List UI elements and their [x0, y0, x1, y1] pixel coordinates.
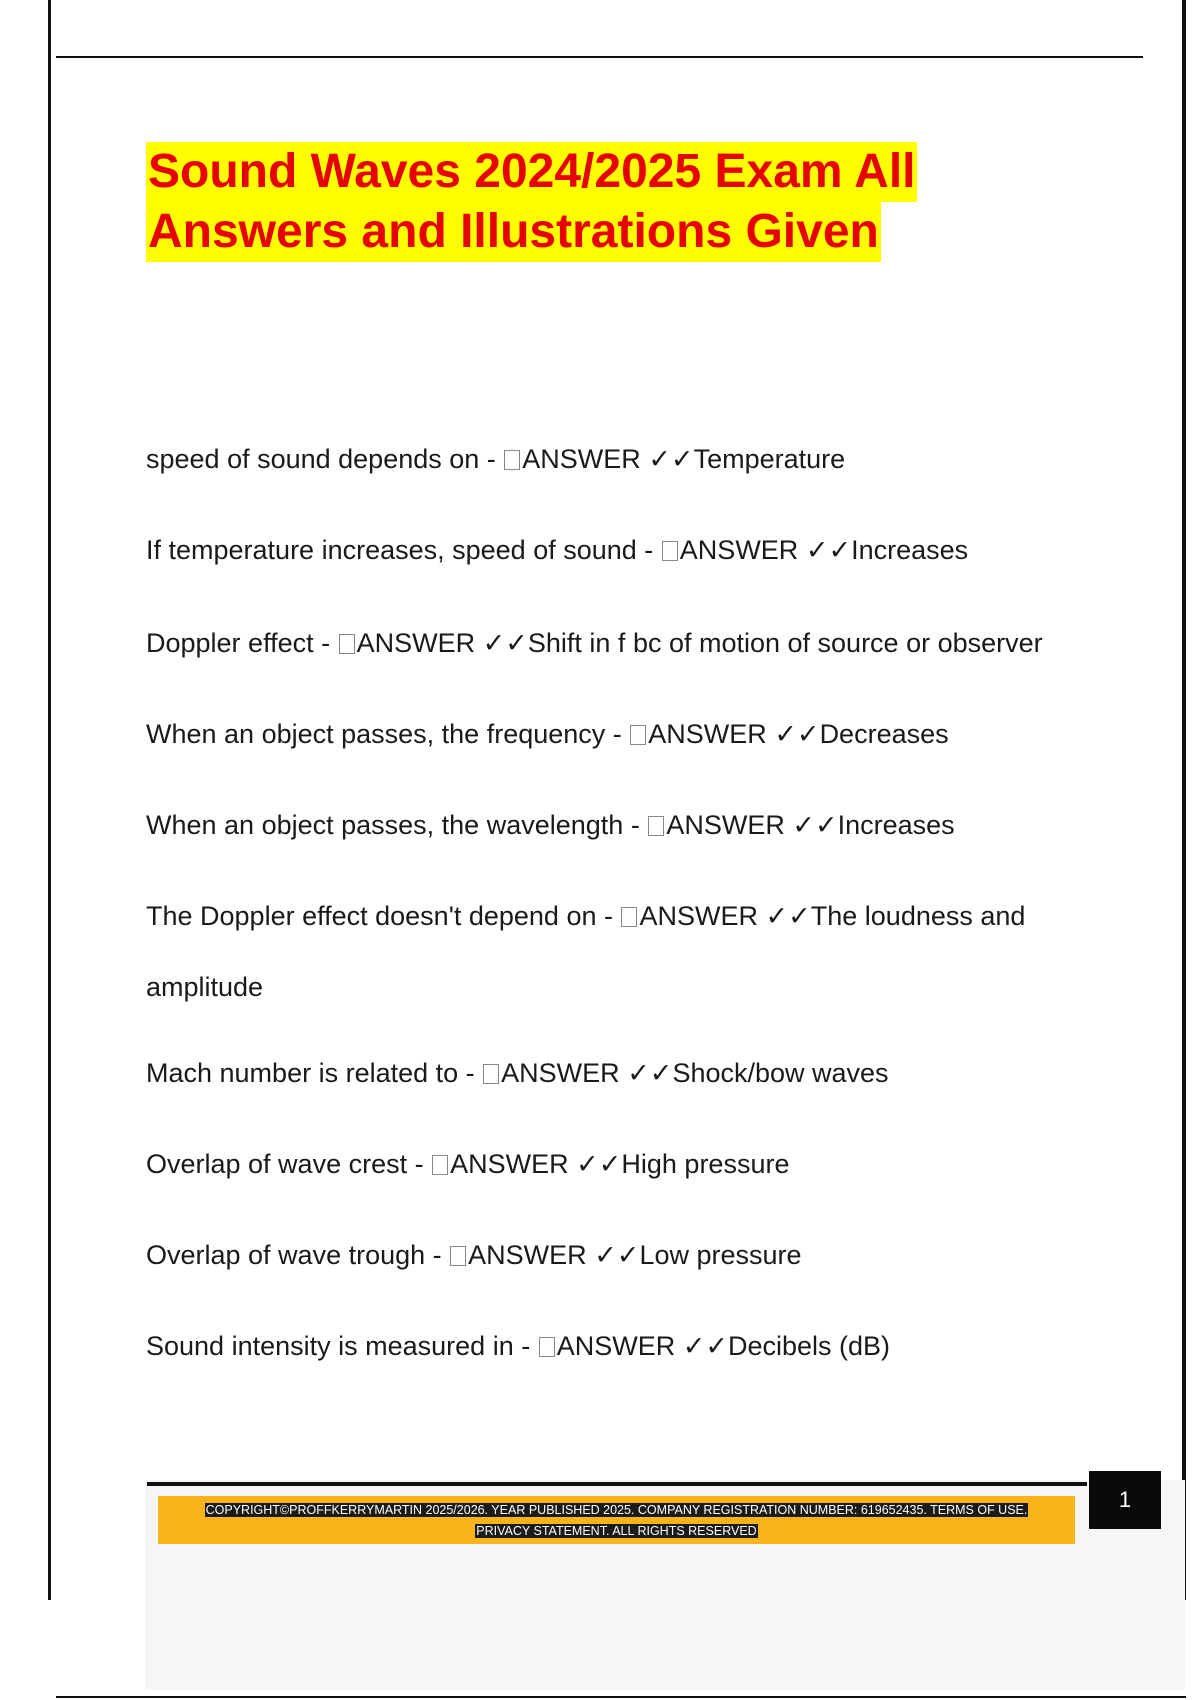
answer-text: Increases: [837, 810, 955, 840]
missing-glyph-box-icon: [450, 1246, 466, 1266]
missing-glyph-box-icon: [630, 725, 646, 745]
question-text: Sound intensity is measured in: [146, 1331, 514, 1361]
question-text: Overlap of wave crest: [146, 1149, 408, 1179]
answer-label: ANSWER: [666, 810, 785, 840]
footer-line-2: PRIVACY STATEMENT. ALL RIGHTS RESERVED: [476, 1524, 757, 1538]
answer-text-continued: amplitude: [146, 972, 264, 1002]
answer-text: The loudness and: [810, 901, 1026, 931]
answer-text: Shock/bow waves: [672, 1058, 889, 1088]
question-text: speed of sound depends on: [146, 444, 480, 474]
separator: -: [605, 719, 630, 749]
answer-label: ANSWER: [556, 1331, 676, 1361]
missing-glyph-box-icon: [621, 907, 637, 927]
double-check-mark: ✓✓: [682, 1331, 728, 1361]
answer-label: ANSWER: [679, 535, 799, 565]
separator: -: [636, 535, 661, 565]
page-number: 1: [1089, 1471, 1161, 1529]
separator: -: [407, 1149, 432, 1179]
answer-text: Decibels (dB): [728, 1331, 891, 1361]
separator: -: [313, 628, 338, 658]
title-line-2: Answers and Illustrations Given: [146, 202, 881, 262]
footer-line-1: COPYRIGHT©PROFFKERRYMARTIN 2025/2026. YEAR PUBLISHED 2025. COMPANY REGISTRATION NUMBER: 619652435. TERMS OF USE.: [205, 1503, 1028, 1517]
qa-item: [146, 1239, 1106, 1271]
qa-item: [146, 1057, 1106, 1089]
title-line-1: Sound Waves 2024/2025 Exam All: [146, 142, 917, 202]
double-check-mark: ✓✓: [648, 444, 694, 474]
missing-glyph-box-icon: [432, 1155, 448, 1175]
answer-label: ANSWER: [501, 1058, 620, 1088]
separator: -: [513, 1331, 538, 1361]
qa-item: [146, 443, 1106, 475]
answer-text: Decreases: [819, 719, 949, 749]
answer-label: ANSWER: [648, 719, 767, 749]
question-text: The Doppler effect doesn't depend on: [146, 901, 597, 931]
separator: -: [458, 1058, 483, 1088]
double-check-mark: ✓✓: [792, 810, 838, 840]
separator: -: [425, 1240, 450, 1270]
bottom-rule: [56, 1696, 1186, 1698]
double-check-mark: ✓✓: [805, 535, 852, 565]
answer-label: ANSWER: [356, 628, 476, 658]
separator: -: [596, 901, 621, 931]
question-text: Overlap of wave trough: [146, 1240, 426, 1270]
separator: -: [623, 810, 648, 840]
answer-text: High pressure: [621, 1149, 790, 1179]
left-border: [48, 0, 51, 1600]
qa-item: [146, 718, 1106, 750]
missing-glyph-box-icon: [662, 541, 678, 561]
qa-item: [146, 809, 1106, 841]
question-text: Doppler effect: [146, 628, 314, 658]
question-text: When an object passes, the wavelength: [146, 810, 624, 840]
missing-glyph-box-icon: [483, 1064, 499, 1084]
separator: -: [479, 444, 504, 474]
double-check-mark: ✓✓: [482, 628, 528, 658]
footer-rule: [147, 1482, 1087, 1486]
missing-glyph-box-icon: [648, 816, 664, 836]
answer-text: Increases: [851, 535, 969, 565]
top-rule: [56, 56, 1143, 58]
missing-glyph-box-icon: [504, 450, 520, 470]
footer-copyright: [158, 1500, 1075, 1542]
question-text: If temperature increases, speed of sound: [146, 535, 637, 565]
answer-label: ANSWER: [522, 444, 641, 474]
answer-text: Temperature: [693, 444, 846, 474]
double-check-mark: ✓✓: [765, 901, 811, 931]
question-text: Mach number is related to: [146, 1058, 459, 1088]
right-border: [1182, 0, 1186, 1600]
double-check-mark: ✓✓: [627, 1058, 673, 1088]
qa-item: [146, 1330, 1106, 1362]
double-check-mark: ✓✓: [594, 1240, 640, 1270]
missing-glyph-box-icon: [539, 1337, 555, 1357]
qa-item-continuation: [146, 971, 1106, 1003]
answer-label: ANSWER: [468, 1240, 587, 1270]
qa-item: [146, 900, 1106, 932]
answer-text: Low pressure: [639, 1240, 802, 1270]
answer-label: ANSWER: [639, 901, 758, 931]
document-title: [146, 142, 917, 262]
qa-item: [146, 1148, 1106, 1180]
answer-text: Shift in f bc of motion of source or observer: [527, 628, 1043, 658]
qa-item: [146, 534, 1106, 566]
qa-item: [146, 627, 1106, 659]
missing-glyph-box-icon: [339, 634, 355, 654]
double-check-mark: ✓✓: [774, 719, 820, 749]
double-check-mark: ✓✓: [576, 1149, 622, 1179]
question-text: When an object passes, the frequency: [146, 719, 606, 749]
answer-label: ANSWER: [450, 1149, 569, 1179]
